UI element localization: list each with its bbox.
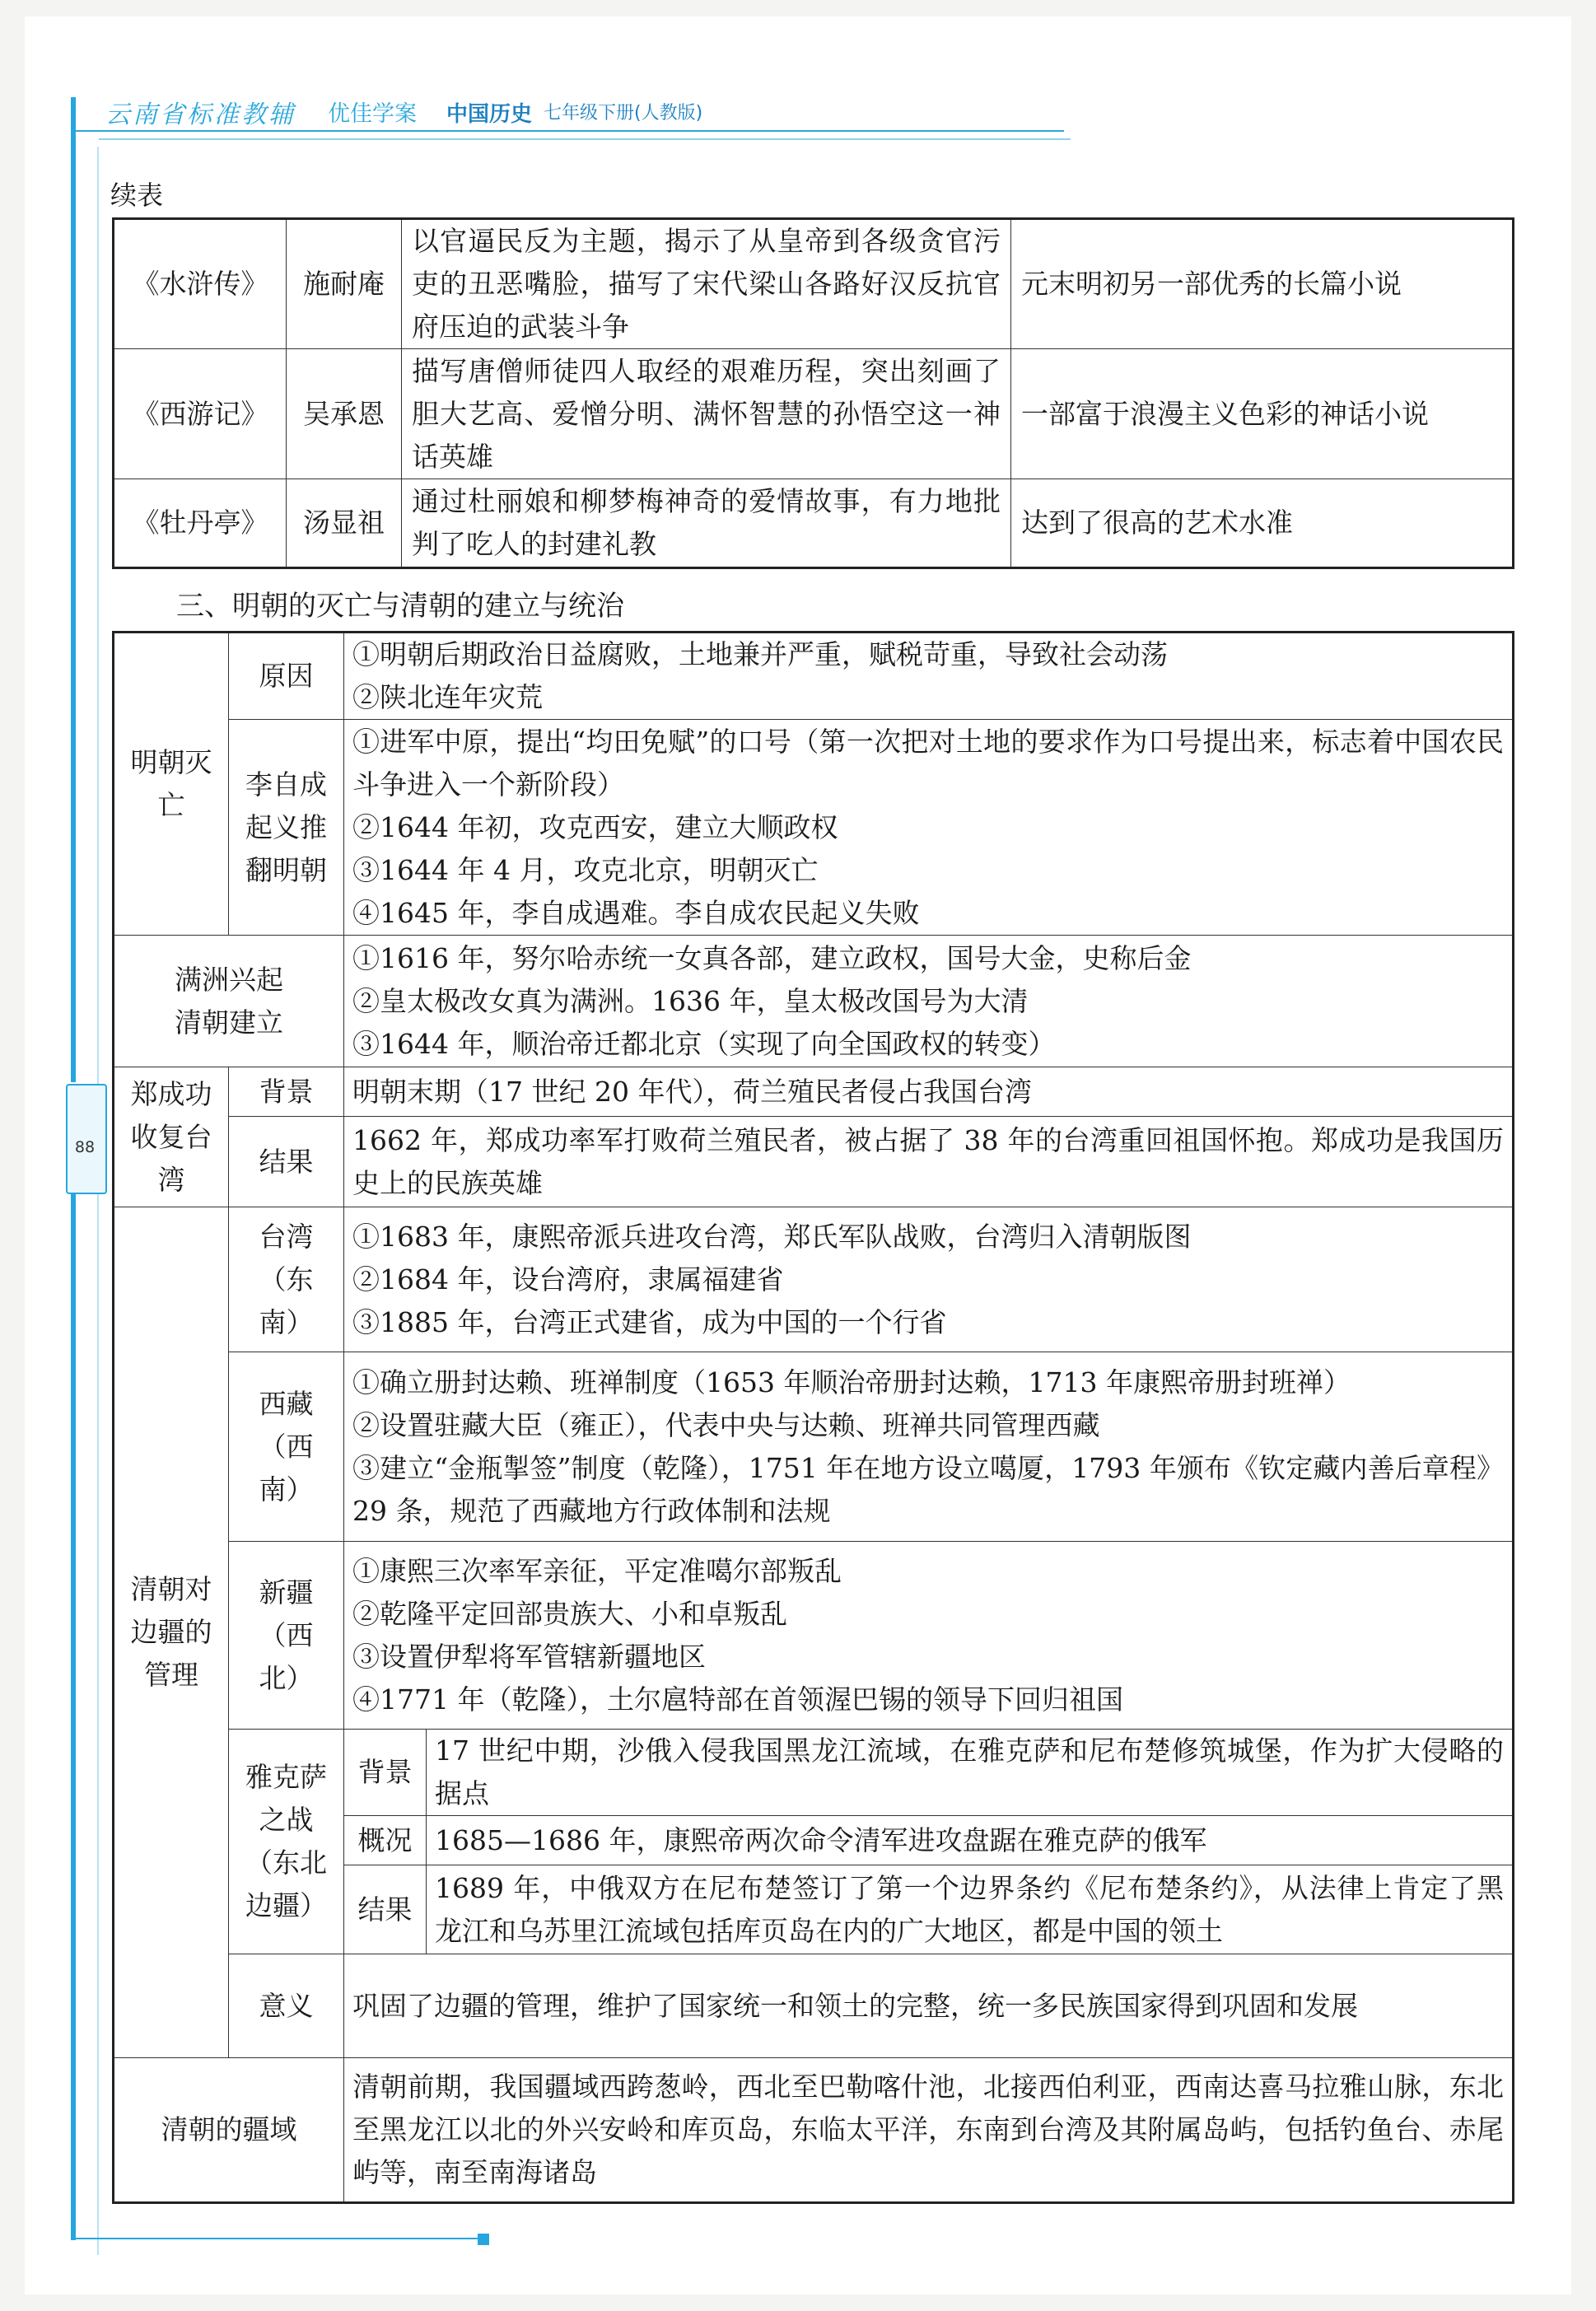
left-margin-bar-top bbox=[71, 97, 76, 1082]
xinjiang-cell bbox=[344, 1542, 1514, 1730]
list-item: ③建立“金瓶掣签”制度（乾隆），1751 年在地方设立噶厦，1793 年颁布《钦定藏内善后章程》29 条，规范了西藏地方行政体制和法规 bbox=[352, 1451, 1504, 1527]
table-row bbox=[114, 1730, 1514, 1816]
work-author: 施耐庵 bbox=[287, 219, 402, 349]
list-item: ③1644 年，顺治帝迁都北京（实现了向全国政权的转变） bbox=[352, 1027, 1056, 1060]
yaksa-overview-label: 概况 bbox=[344, 1816, 427, 1865]
list-item: ①康熙三次率军亲征，平定准噶尔部叛乱 bbox=[352, 1554, 842, 1587]
xinjiang-label: 新疆（西北） bbox=[229, 1542, 344, 1730]
row-group-zheng: 郑成功收复台湾 bbox=[114, 1067, 229, 1207]
zheng-background-label: 背景 bbox=[229, 1067, 344, 1117]
significance: 巩固了边疆的管理，维护了国家统一和领土的完整，统一多民族国家得到巩固和发展 bbox=[344, 1954, 1514, 2058]
table-row bbox=[114, 349, 1514, 479]
work-author: 吴承恩 bbox=[287, 349, 402, 479]
work-content: 以官逼民反为主题，揭示了从皇帝到各级贪官污吏的丑恶嘴脸，描写了宋代梁山各路好汉反抗官府压迫的武装斗争 bbox=[402, 219, 1011, 349]
list-item: ④1771 年（乾隆），土尔扈特部在首领渥巴锡的领导下回归祖国 bbox=[352, 1683, 1123, 1716]
list-item: ②设置驻藏大臣（雍正），代表中央与达赖、班禅共同管理西藏 bbox=[352, 1408, 1100, 1441]
works-table bbox=[112, 217, 1514, 569]
yaksa-result: 1689 年，中俄双方在尼布楚签订了第一个边界条约《尼布楚条约》，从法律上肯定了黑龙江和乌苏里江流域包括库页岛在内的广大地区，都是中国的领土 bbox=[427, 1865, 1514, 1954]
table-row bbox=[114, 1067, 1514, 1117]
table-row bbox=[114, 1352, 1514, 1542]
page-number: 88 bbox=[74, 1138, 96, 1156]
uprising-cell bbox=[344, 720, 1514, 936]
taiwan-label: 台湾（东南） bbox=[229, 1207, 344, 1352]
list-item: ③设置伊犁将军管辖新疆地区 bbox=[352, 1640, 706, 1673]
footer-square-mark bbox=[478, 2234, 489, 2245]
work-status: 元末明初另一部优秀的长篇小说 bbox=[1011, 219, 1514, 349]
history-main-table bbox=[112, 631, 1514, 2204]
header-book: 优佳学案 bbox=[328, 101, 417, 127]
list-item: ②乾隆平定回部贵族大、小和卓叛乱 bbox=[352, 1597, 787, 1630]
header-grade: 七年级下册(人教版) bbox=[544, 103, 703, 124]
tibet-cell bbox=[344, 1352, 1514, 1542]
territory-text: 清朝前期，我国疆域西跨葱岭，西北至巴勒喀什池，北接西伯利亚，西南达喜马拉雅山脉，东北至黑龙江以北的外兴安岭和库页岛，东临太平洋，东南到台湾及其附属岛屿，包括钓鱼台、赤尾屿等，南至南海诸岛 bbox=[344, 2058, 1514, 2203]
header-rule bbox=[76, 130, 1064, 132]
work-content: 通过杜丽娘和柳梦梅神奇的爱情故事，有力地批判了吃人的封建礼教 bbox=[402, 479, 1011, 568]
header-subject: 中国历史 bbox=[446, 102, 533, 127]
work-title: 《西游记》 bbox=[114, 349, 287, 479]
row-group-ming-fall: 明朝灭亡 bbox=[114, 633, 229, 936]
yaksa-background-label: 背景 bbox=[344, 1730, 427, 1816]
list-item: ①1616 年，努尔哈赤统一女真各部，建立政权，国号大金，史称后金 bbox=[352, 941, 1192, 974]
table-row bbox=[114, 936, 1514, 1067]
territory-label: 清朝的疆域 bbox=[114, 2058, 344, 2203]
list-item: ②1684 年，设台湾府，隶属福建省 bbox=[352, 1263, 784, 1296]
list-item: ②皇太极改女真为满洲。1636 年，皇太极改国号为大清 bbox=[352, 984, 1029, 1017]
table-row bbox=[114, 219, 1514, 349]
table-row bbox=[114, 633, 1514, 720]
manchu-rise-label: 满洲兴起清朝建立 bbox=[114, 936, 344, 1067]
cause-label: 原因 bbox=[229, 633, 344, 720]
continued-label: 续表 bbox=[110, 180, 164, 211]
yaksa-result-label: 结果 bbox=[344, 1865, 427, 1954]
table-row bbox=[114, 479, 1514, 568]
work-status: 一部富于浪漫主义色彩的神话小说 bbox=[1011, 349, 1514, 479]
uprising-label: 李自成起义推翻明朝 bbox=[229, 720, 344, 936]
work-title: 《牡丹亭》 bbox=[114, 479, 287, 568]
zheng-background: 明朝末期（17 世纪 20 年代），荷兰殖民者侵占我国台湾 bbox=[344, 1067, 1514, 1117]
tibet-label: 西藏（西南） bbox=[229, 1352, 344, 1542]
cause-cell bbox=[344, 633, 1514, 720]
table-row bbox=[114, 1954, 1514, 2058]
list-item: ①进军中原，提出“均田免赋”的口号（第一次把对土地的要求作为口号提出来，标志着中国农民斗争进入一个新阶段） bbox=[352, 725, 1504, 801]
yaksa-overview: 1685—1686 年，康熙帝两次命令清军进攻盘踞在雅克萨的俄军 bbox=[427, 1816, 1514, 1865]
table-row bbox=[114, 1117, 1514, 1207]
taiwan-cell bbox=[344, 1207, 1514, 1352]
list-item: ④1645 年，李自成遇难。李自成农民起义失败 bbox=[352, 896, 920, 929]
section-title: 三、明朝的灭亡与清朝的建立与统治 bbox=[176, 590, 624, 623]
work-author: 汤显祖 bbox=[287, 479, 402, 568]
table-row bbox=[114, 1542, 1514, 1730]
table-row bbox=[114, 720, 1514, 936]
list-item: ②1644 年初，攻克西安，建立大顺政权 bbox=[352, 810, 838, 843]
zheng-result: 1662 年，郑成功率军打败荷兰殖民者，被占据了 38 年的台湾重回祖国怀抱。郑成功是我国历史上的民族英雄 bbox=[344, 1117, 1514, 1207]
list-item: ③1885 年，台湾正式建省，成为中国的一个行省 bbox=[352, 1305, 947, 1338]
work-content: 描写唐僧师徒四人取经的艰难历程，突出刻画了胆大艺高、爱憎分明、满怀智慧的孙悟空这一神话英雄 bbox=[402, 349, 1011, 479]
footer-rule bbox=[74, 2238, 483, 2239]
left-margin-thin-line bbox=[97, 147, 99, 2255]
yaksa-background: 17 世纪中期，沙俄入侵我国黑龙江流域，在雅克萨和尼布楚修筑城堡，作为扩大侵略的据点 bbox=[427, 1730, 1514, 1816]
significance-label: 意义 bbox=[229, 1954, 344, 2058]
work-title: 《水浒传》 bbox=[114, 219, 287, 349]
list-item: ①确立册封达赖、班禅制度（1653 年顺治帝册封达赖，1713 年康熙帝册封班禅） bbox=[352, 1366, 1351, 1398]
table-row bbox=[114, 2058, 1514, 2203]
header-series: 云南省标准教辅 bbox=[105, 100, 296, 129]
list-item: ①1683 年，康熙帝派兵进攻台湾，郑氏军队战败，台湾归入清朝版图 bbox=[352, 1220, 1192, 1253]
row-group-frontier: 清朝对边疆的管理 bbox=[114, 1207, 229, 2058]
left-margin-bar-bottom bbox=[71, 1193, 76, 2240]
manchu-rise-cell bbox=[344, 936, 1514, 1067]
header-rule-light bbox=[99, 138, 1071, 140]
zheng-result-label: 结果 bbox=[229, 1117, 344, 1207]
yaksa-label: 雅克萨之战（东北边疆） bbox=[229, 1730, 344, 1954]
list-item: ③1644 年 4 月，攻克北京，明朝灭亡 bbox=[352, 853, 819, 886]
list-item: ②陕北连年灾荒 bbox=[352, 681, 543, 713]
work-status: 达到了很高的艺术水准 bbox=[1011, 479, 1514, 568]
table-row bbox=[114, 1207, 1514, 1352]
list-item: ①明朝后期政治日益腐败，土地兼并严重，赋税苛重，导致社会动荡 bbox=[352, 638, 1168, 670]
